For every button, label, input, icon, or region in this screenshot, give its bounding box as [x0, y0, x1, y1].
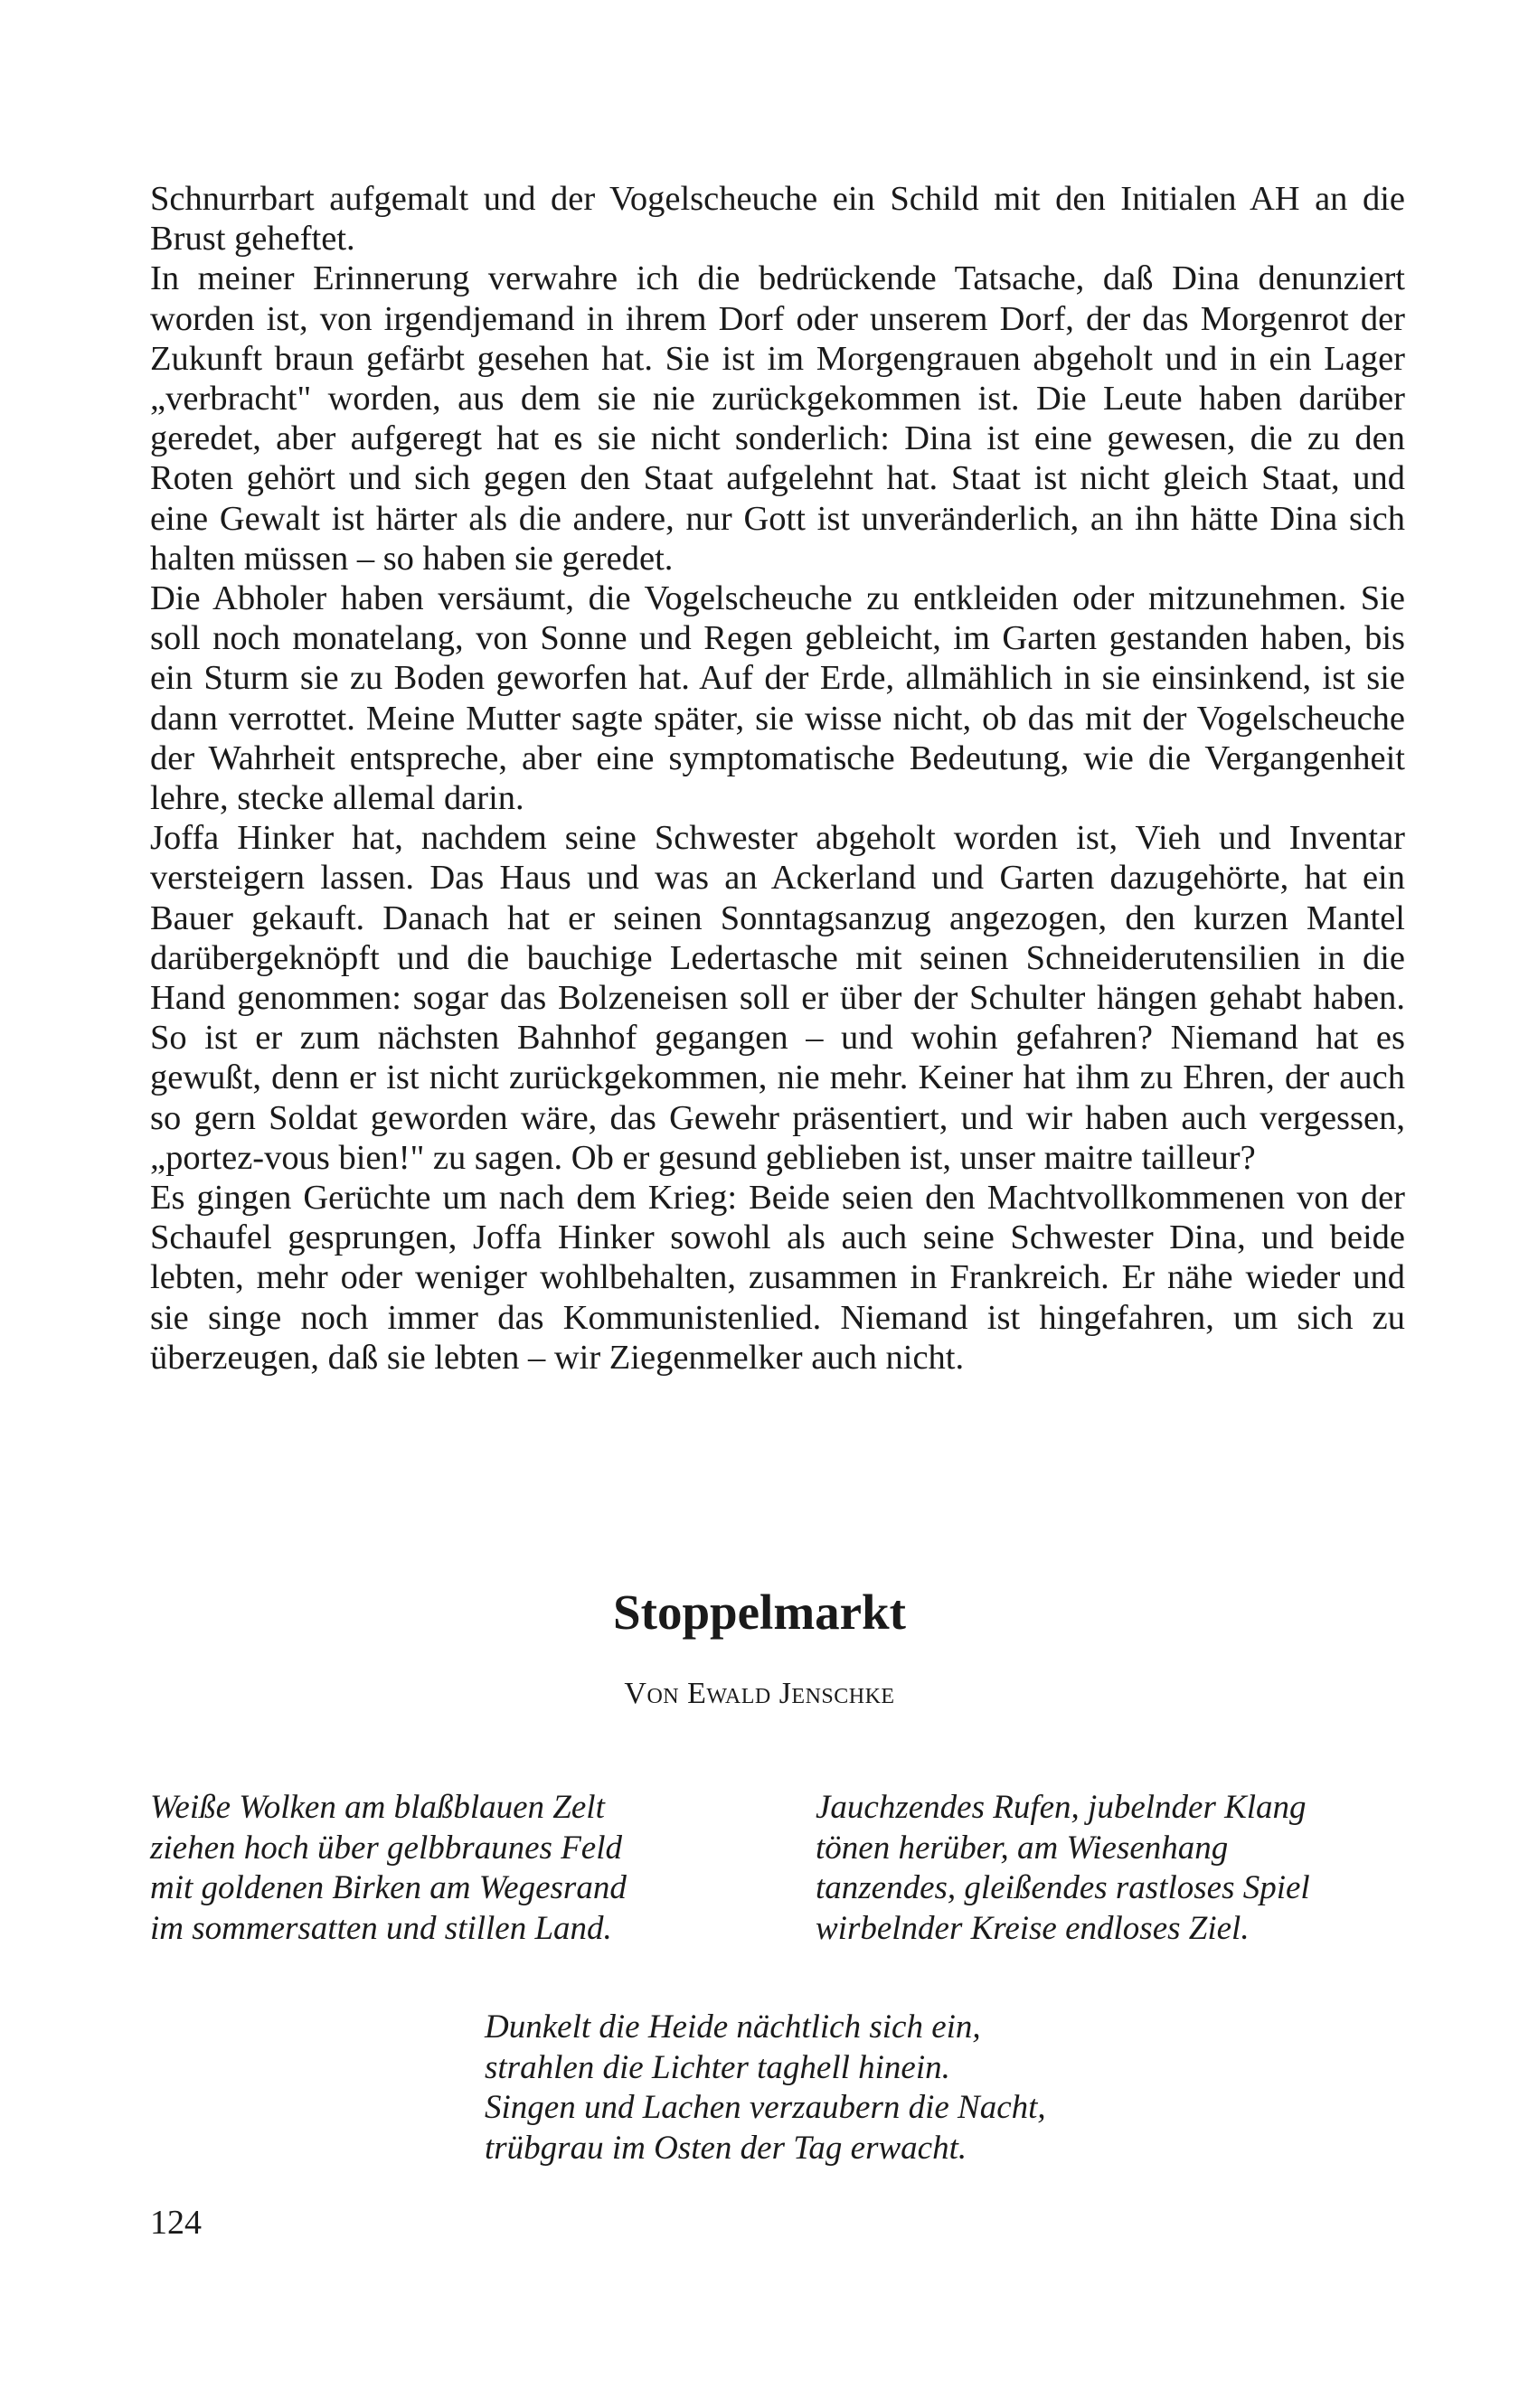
page-number: 124 [150, 2204, 202, 2242]
paragraph: Es gingen Gerüchte um nach dem Krieg: Beide seien den Machtvollkommenen von der Schaufel gesprungen, Joffa Hinker sowohl als auch seine Schwester Dina, und beide lebten, mehr oder weniger wohlbehalten, zusammen in Frankreich. Er nähe wieder und sie singe noch immer das Kommunistenlied. Niemand ist hingefahren, um sich zu überzeugen, daß sie lebten – wir Ziegenmelker auch nicht. [150, 1179, 1405, 1377]
paragraph: Schnurrbart aufgemalt und der Vogelscheuche ein Schild mit den Initialen AH an die Brust geheftet. [150, 180, 1405, 259]
poem-line: strahlen die Lichter taghell hinein. [485, 2048, 950, 2086]
poem-line: tönen herüber, am Wiesenhang [816, 1829, 1229, 1867]
poem-line: mit goldenen Birken am Wegesrand [150, 1869, 627, 1906]
paragraph: In meiner Erinnerung verwahre ich die bedrückende Tatsache, daß Dina denunziert worden ist, von irgendjemand in ihrem Dorf oder unserem Dorf, der das Morgenrot der Zukunft braun gefärbt gesehen hat. Sie ist im Morgengrauen abgeholt und in ein Lager „verbracht" worden, aus dem sie nie zurückgekommen ist. Die Leute haben darüber geredet, aber aufgeregt hat es sie nicht sonderlich: Dina ist eine gewesen, die zu den Roten gehört und sich gegen den Staat aufgelehnt hat. Staat ist nicht gleich Staat, und eine Gewalt ist härter als die andere, nur Gott ist unveränderlich, an ihn hätte Dina sich halten müssen – so haben sie geredet. [150, 259, 1405, 578]
article-title: Stoppelmarkt [613, 1585, 906, 1640]
poem-line: trübgrau im Osten der Tag erwacht. [485, 2129, 967, 2167]
poem-stanza-1 [150, 1788, 627, 1949]
poem-line: Dunkelt die Heide nächtlich sich ein, [485, 2008, 981, 2046]
paragraph: Joffa Hinker hat, nachdem seine Schwester abgeholt worden ist, Vieh und Inventar versteigern lassen. Das Haus und was an Ackerland und Garten dazugehörte, hat ein Bauer gekauft. Danach hat er seinen Sonntagsanzug angezogen, den kurzen Mantel darübergeknöpft und die bauchige Ledertasche mit seinen Schneiderutensilien in die Hand genommen: sogar das Bolzeneisen soll er über der Schulter hängen gehabt haben. So ist er zum nächsten Bahnhof gegangen – und wohin gefahren? Niemand hat es gewußt, denn er ist nicht zurückgekommen, nie mehr. Keiner hat ihm zu Ehren, der auch so gern Soldat geworden wäre, das Gewehr präsentiert, und wir haben auch vergessen, „portez-vous bien!" zu sagen. Ob er gesund geblieben ist, unser maitre tailleur? [150, 819, 1405, 1177]
poem-stanza-2 [816, 1788, 1310, 1949]
poem-line: wirbelnder Kreise endloses Ziel. [816, 1909, 1250, 1947]
poem-line: ziehen hoch über gelbbraunes Feld [150, 1829, 622, 1867]
author-byline: Von Ewald Jenschke [624, 1677, 895, 1710]
poem-line: Weiße Wolken am blaßblauen Zelt [150, 1789, 605, 1826]
poem-stanza-3 [485, 2008, 1046, 2168]
poem-line: im sommersatten und stillen Land. [150, 1909, 612, 1947]
poem-line: Jauchzendes Rufen, jubelnder Klang [816, 1789, 1307, 1826]
poem-line: Singen und Lachen verzaubern die Nacht, [485, 2089, 1046, 2126]
poem-line: tanzendes, gleißendes rastloses Spiel [816, 1869, 1310, 1906]
prose-text [150, 179, 1405, 1378]
paragraph: Die Abholer haben versäumt, die Vogelscheuche zu entkleiden oder mitzunehmen. Sie soll noch monatelang, von Sonne und Regen gebleicht, im Garten gestanden haben, bis ein Sturm sie zu Boden geworfen hat. Auf der Erde, allmählich in sie einsinkend, ist sie dann verrottet. Meine Mutter sagte später, sie wisse nicht, ob das mit der Vogelscheuche der Wahrheit entspreche, aber eine symptomatische Bedeutung, wie die Vergangenheit lehre, stecke allemal darin. [150, 579, 1405, 818]
